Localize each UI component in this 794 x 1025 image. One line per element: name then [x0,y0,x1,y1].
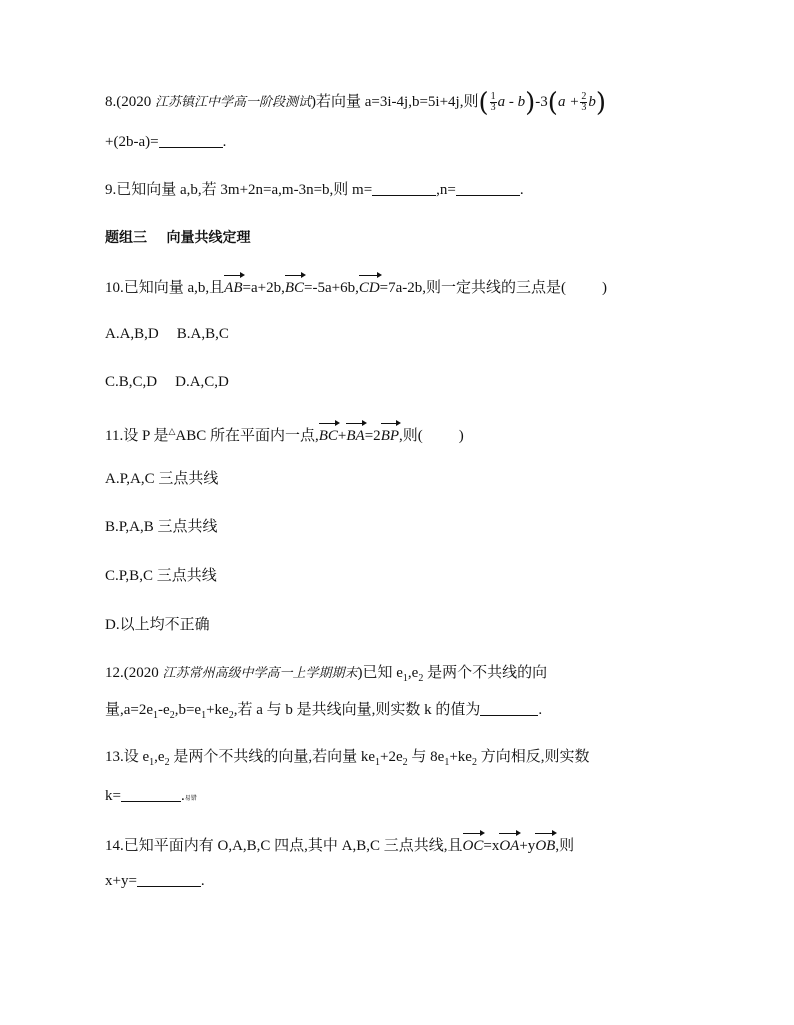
q10-option-c[interactable]: C.B,C,D [105,374,158,390]
q8-answer-blank[interactable] [159,133,223,148]
question-11: 11.设 P 是△ABC 所在平面内一点,BC+BA=2BP,则( ) [105,420,464,447]
question-13-line-2: k= .易错 [105,788,197,804]
question-14-line-2: x+y= . [105,873,205,889]
q13-error-tag: 易错 [184,796,197,802]
q8-expr-2: a + [557,94,580,110]
section-heading: 题组三 向量共线定理 [105,230,251,246]
q14-answer-blank[interactable] [137,872,201,887]
q11-option-a[interactable]: A.P,A,C 三点共线 [105,471,219,487]
vector-ob: OB [535,832,555,857]
vector-ab: AB [224,274,242,299]
q8-text: )若向量 a=3i-4j,b=5i+4j,则 [311,94,479,110]
q9-blank-n[interactable] [456,181,520,196]
q12-source: 江苏常州高级中学高一上学期期末 [162,666,358,681]
question-12-line-1: 12.(2020 江苏常州高级中学高一上学期期末)已知 $e_1,e_2$ 是两个不共线的向 [105,665,548,684]
q8-expr-1: a - b [497,94,526,110]
question-8-line-2: +(2b-a)= . [105,134,227,150]
q13-answer-blank[interactable] [121,787,181,802]
question-13-line-1: 13.设 $e_1,e_2$ 是两个不共线的向量,若向量 $ke_1+2e_2$ 与 $8e_1+ke_2$ 方向相反,则实数 [105,749,590,768]
q8-rparen: ) [525,88,536,118]
q8-frac-2: $\frac{2}{3}$ [581,91,587,114]
q10-option-a[interactable]: A.A,B,D [105,326,159,342]
vector-oc: OC [463,832,484,857]
q11-option-c[interactable]: C.P,B,C 三点共线 [105,568,217,584]
vector-cd: CD [359,274,380,299]
q8-source: 江苏镇江中学高一阶段测试 [155,95,312,110]
q10-option-b[interactable]: B.A,B,C [176,326,229,342]
vector-bp: BP [381,422,399,447]
question-14-line-1: 14.已知平面内有 O,A,B,C 四点,其中 A,B,C 三点共线,且OC=xOA+yOB,则 [105,832,574,857]
question-12-line-2: 量$,a=2e_1-e_2,b=e_1+ke_2$,若 a 与 b 是共线向量,则实数 k 的值为 . [105,702,543,721]
q9-blank-m[interactable] [372,181,436,196]
q8-lparen: ( [478,88,489,118]
q11-option-b[interactable]: B.P,A,B 三点共线 [105,519,218,535]
triangle-symbol: △ [168,426,176,436]
q12-answer-blank[interactable] [480,701,538,716]
question-9: 9.已知向量 a,b,若 3m+2n=a,m-3n=b,则 m= ,n= . [105,182,524,198]
q8-minus3: -3 [535,94,548,110]
q8-number: 8.(2020 [105,94,155,110]
vector-ba: BA [346,422,364,447]
question-10: 10.已知向量 a,b,且AB=a+2b,BC=-5a+6b,CD=7a-2b,则一定共线的三点是( ) [105,274,607,299]
question-8-line-1: 8.(2020 江苏镇江中学高一阶段测试)若向量 a=3i-4j,b=5i+4j,则( $\frac{1}{3}$ a - b)-3(a + $\frac{2}{3}$ b) [105,88,606,118]
vector-bc: BC [285,274,304,299]
q11-option-d[interactable]: D.以上均不正确 [105,617,210,633]
q10-option-d[interactable]: D.A,C,D [175,374,229,390]
vector-oa: OA [499,832,519,857]
q10-options-row-2 [105,371,229,393]
q10-options-row-1 [105,323,229,345]
q8-frac-1: $\frac{1}{3}$ [490,91,496,114]
vector-bc: BC [319,422,338,447]
